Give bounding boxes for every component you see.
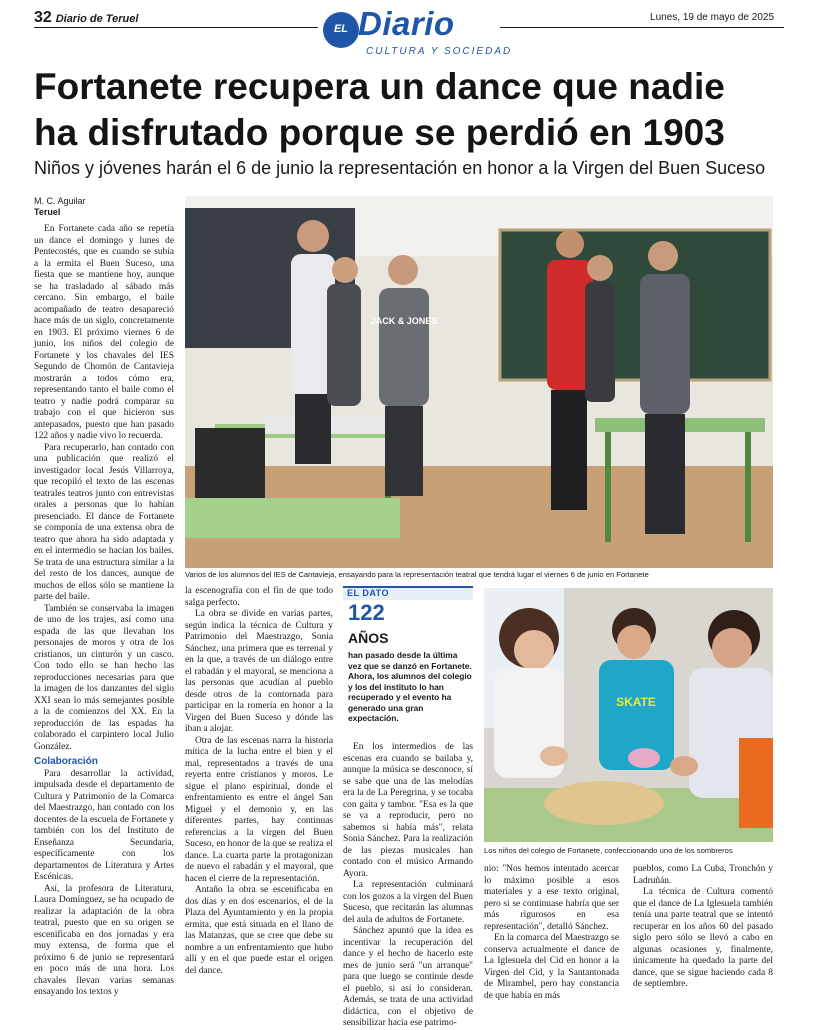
article-column-3 [343,742,473,1030]
paragraph: En Fortanete cada año se repetía un dance el domingo y lunes de Pentecostés, que es cuando se subía a la ermita el Buen Suceso, una fiesta que se mantiene hoy, aunque se ha trasladado al sábado más cercano. Sin embargo, el baile acompañado de teatro desapareció hace más de un siglo, concretamente en 1903. El próximo viernes 6 de junio, los niños del colegio de Fortanete y los chavales del IES Segundo de Chomón de Cantavieja mostrarán a todos cómo era, representando tanto el baile como el teatro y nadie podrá comparar su trabajo con el que hicieron sus antepasados, puesto que han pasado 122 años y nadie vivo lo recuerda. [34,224,174,441]
page-folio [34,9,138,27]
shirt-print: JACK & JONES [370,316,438,326]
paragraph: En la comarca del Maestrazgo se conserva actualmente el dance de La Iglesuela del Cid en honor a la Virgen del Cid, y la Santantonada de Mirambel, pero hay constancia de que había en más [484,933,619,1001]
subheadline: Niños y jóvenes harán el 6 de junio la representación en honor a la Virgen del Buen Suceso [34,158,766,178]
children-photo [484,588,773,842]
dato-text: han pasado desde la última vez que se danzó en Fortanete. Ahora, los alumnos del colegio y los del instituto lo han recuperado y el evento ha generado una gran expectación. [348,650,472,723]
dato-unit: AÑOS [348,630,389,646]
issue-date: Lunes, 19 de mayo de 2025 [650,12,774,23]
paragraph: También se conservaba la imagen de uno de los trajes, así como una espada de las que llevaban los personajes de moros y otra de los cristianos, un cinturón y un casco. Con todo ello se han hecho las reproducciones necesarias para que la imagen de los danzantes del siglo XXI sean lo más semejantes posible a la de comienzos del XX. En la reproducción de las espadas ha colaborado el carpintero local Julio González. [34,603,174,752]
article-column-1 [34,224,174,999]
header-rule-right [500,27,784,28]
article-column-2 [185,586,333,977]
logo-badge: EL [323,12,359,48]
paragraph: nio: "Nos hemos intentado acercar lo máximo posible a esos materiales y a ese texto original, pero si se continuase habría que ser más rigurosos en esa representación", detalló Sánchez. [484,864,619,932]
byline [34,196,86,218]
paragraph: Así, la profesora de Literatura, Laura Domínguez, se ha ocupado de realizar la adaptación de la obra teatral, puesto que en su origen se escenificaba en dos jornadas y era muy extensa, de forma que el próximo 6 de junio se representará en poco más de una hora. Los chavales llevan varias semanas ensayando los textos y [34,883,174,997]
headline-line-2: ha disfrutado porque se perdió en 1903 [34,112,725,153]
paragraph: pueblos, como La Cuba, Tronchón y Ladruñán. [633,864,773,886]
page-number: 32 [34,9,52,26]
paragraph: Para desarrollar la actividad, impulsada desde el departamento de Cultura y Patrimonio de la Comarca del Maestrazgo, han contado con los docentes de la escuela de Fortanete y también con los del Instituto de Enseñanza Secundaria, específicamente con los departamentos de Literatura y Artes Escénicas. [34,768,174,882]
article-column-4 [484,864,619,1002]
section-subtitle: Colaboración [34,756,98,767]
dato-box-label: EL DATO [343,586,473,600]
headline-line-1: Fortanete recupera un dance que nadie [34,66,725,107]
headline [34,64,794,156]
header-rule-left [34,27,318,28]
paragraph: Antaño la obra se escenificaba en dos días y en dos escenarios, el de la Plaza del Ayuntamiento y en la propia ermita, que está situada en el llano de las Matanzas, que se cree que debe su nombre a un enfrentamiento que hubo allí y en el que puede estar el origen del dance. [185,885,333,976]
paragraph: Sánchez apuntó que la idea es incentivar la recuperación del dance y el hecho de hacerlo este mes de junio será "un arranque" para que luego se continúe desde el pueblo, si así lo consideran. Además, se trata de una actividad didáctica, con el objetivo de sensibilizar hacia ese patrimo- [343,926,473,1028]
paragraph: la escenografía con el fin de que todo salga perfecto. [185,586,333,608]
author: M. C. Aguilar [34,196,86,206]
dato-number: 122 [348,600,385,625]
paragraph: La obra se divide en varias partes, según indica la técnica de Cultura y Patrimonio del Maestrazgo, Sonia Sánchez, una primera que es terrenal y en la que, a través de un diálogo entre el rabadán y el mayoral, se menciona a las personas que acudían al pueblo desde otros de la contornada para participar en la romería en honor a la Virgen del Buen Suceso y dónde las iban a alojar. [185,609,333,734]
paragraph: En los intermedios de las escenas era cuando se bailaba y, aunque la música se desconoce, sí se sabe que una de las melodías era la de La Peregrina, y se tocaba con gaita y tambor. "Esa es la que se va a reproducir, pero no sabemos si había más", relata Sonia Sánchez. Para la realización de las piezas musicales han contado con el músico Armando Ayora. [343,742,473,879]
photo-caption-2: Los niños del colegio de Fortanete, confeccionando uno de los sombreros [484,846,733,855]
brand-short: Diario de Teruel [55,13,139,25]
paragraph: Para recuperarlo, han contado con una publicación que realizó el investigador local Jesús Villarroya, que recopiló el texto de las escenas teatrales teatros junto con entrevistas orales a personas que lo habían presenciado. El dance de Fortanete se componía de una extensa obra de teatro que ahora ha sido adaptada y en el intermedio se hacían los bailes. Se trata de una estructura similar a la del resto de los dances, aunque de muchos de ellos sólo se mantiene la parte del baile. [34,442,174,602]
location: Teruel [34,207,61,217]
shirt-print: SKATE [616,695,656,709]
section-name: CULTURA Y SOCIEDAD [366,46,513,57]
logo-wordmark: Diario [358,5,455,42]
paragraph: Otra de las escenas narra la historia mítica de la lucha entre el bien y el mal, representados a través de una reyerta entre cristianos y moros. Le sigue el plano espiritual, donde el enfrentamiento es entre el ángel San Miguel y el demonio y, en las diferentes partes, hay continuas referencias a la virgen del Buen Suceso, en honor de la que se realiza el dance. La cuarta parte la protagonizan de nuevo el rabadán y el mayoral, que hacen el cierre de la representación. [185,735,333,884]
classroom-photo [185,196,773,568]
photo-caption-1: Varios de los alumnos del IES de Cantavieja, ensayando para la representación teatral que tendrá lugar el viernes 6 de junio en Fortanete [185,570,649,579]
article-column-5 [633,864,773,991]
paragraph: La representación culminará con los gozos a la virgen del Buen Suceso, que recitarán las alumnas del aula de adultos de Fortanete. [343,880,473,925]
paragraph: La técnica de Cultura comentó que el dance de La Iglesuela también tenía una parte teatral que se intentó recuperar en los años 60 del pasado siglo pero sólo se llevó a cabo en algunas ocasiones y, finalmente, únicamente ha quedado la parte del dance, que se sigue haciendo cada 8 de septiembre. [633,887,773,989]
